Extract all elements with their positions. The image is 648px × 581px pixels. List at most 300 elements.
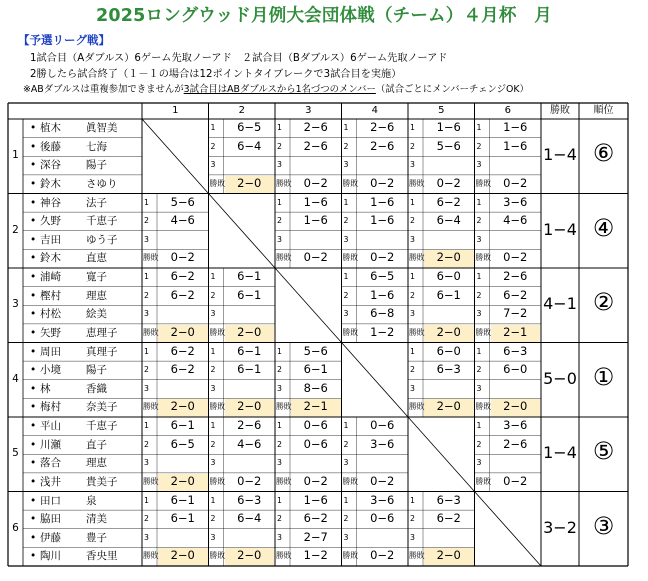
game-index: 1 [410,272,415,281]
player-surname: 陶川 [40,550,61,563]
player-surname: 浅井 [40,475,61,488]
win-loss-label: 勝敗 [475,178,492,188]
win-loss-label: 勝敗 [342,327,359,337]
team-record: 4−1 [543,294,577,314]
game-score: 3−6 [503,194,528,209]
game-index: 2 [277,439,282,449]
player-given-name: 真理子 [86,345,118,358]
player-given-name: 陽子 [86,364,107,377]
player-bullet: • [30,326,37,339]
player-given-name: 寛子 [86,271,107,283]
game-score: 2−6 [503,269,528,283]
player-bullet: • [30,140,37,153]
game-index: 3 [476,234,482,244]
column-header: 6 [504,105,511,116]
match-result: 2−0 [436,324,461,339]
game-index: 3 [410,383,415,393]
game-index: 1 [343,495,349,505]
match-result: 0−2 [503,250,528,265]
game-index: 1 [476,346,482,356]
player-surname: 田口 [40,494,61,507]
game-index: 2 [476,216,482,226]
game-score: 1−6 [370,194,395,209]
player-given-name: 清美 [86,513,107,526]
win-loss-label: 勝敗 [143,402,159,412]
game-index: 2 [144,216,149,226]
game-score: 0−6 [303,436,328,451]
win-loss-label: 勝敗 [475,253,492,263]
game-score: 0−6 [370,418,395,432]
game-index: 2 [210,141,216,151]
match-result: 0−2 [303,250,328,265]
game-index: 2 [277,365,282,375]
win-loss-label: 勝敗 [342,476,359,486]
team-number: 6 [12,521,19,534]
game-score: 6−1 [237,362,262,377]
player-bullet: • [30,531,37,544]
player-surname: 川瀬 [40,438,61,451]
player-given-name: 奈美子 [86,401,118,414]
game-score: 6−5 [170,436,195,451]
game-index: 2 [144,365,149,375]
game-index: 3 [277,160,282,170]
game-index: 3 [410,532,415,542]
section-heading: 【予選リーグ戦】 [18,33,110,47]
team-record: 5−0 [543,368,577,388]
game-index: 1 [343,272,349,281]
game-index: 2 [410,141,415,151]
match-result: 2−0 [237,324,262,339]
game-index: 2 [277,216,282,226]
game-index: 2 [343,290,349,300]
page-title: 2025ロングウッド月例大会団体戦（チーム）４月杯 月 [96,6,552,26]
game-score: 6−2 [303,511,328,526]
match-result: 2−1 [303,399,328,414]
win-loss-label: 勝敗 [143,327,159,337]
column-header: 1 [172,105,179,116]
game-score: 6−2 [436,194,461,209]
game-score: 6−1 [237,287,262,302]
game-score: 6−4 [237,511,262,526]
match-result: 0−2 [503,175,528,190]
game-index: 3 [343,234,349,244]
game-index: 2 [277,141,282,151]
game-index: 3 [277,532,282,542]
game-score: 1−6 [303,492,328,507]
team-number: 2 [12,223,19,236]
match-result: 1−2 [303,548,328,563]
game-score: 6−0 [436,343,461,358]
game-index: 3 [343,458,349,468]
game-index: 2 [410,514,415,524]
game-score: 1−6 [503,120,528,134]
match-result: 2−0 [436,399,461,414]
match-result: 0−2 [370,250,395,265]
game-index: 2 [144,290,149,300]
self-match-diagonal [275,268,342,343]
player-surname: 梅村 [40,401,61,414]
game-index: 3 [144,532,149,542]
player-bullet: • [30,401,37,414]
game-score: 6−1 [170,418,195,432]
game-score: 6−3 [237,492,262,507]
game-index: 1 [476,197,482,207]
team-rank: ⑤ [592,437,615,466]
game-score: 2−6 [503,436,528,451]
player-bullet: • [30,308,37,321]
player-given-name: 七海 [86,140,107,153]
player-bullet: • [30,475,37,488]
game-index: 3 [476,383,482,393]
self-match-diagonal [142,119,209,194]
win-loss-label: 勝敗 [409,253,425,263]
player-given-name: 法子 [86,196,107,209]
match-result: 0−2 [237,473,262,488]
team-rank: ③ [592,511,615,540]
game-score: 3−6 [370,492,395,507]
game-index: 3 [144,458,149,468]
game-index: 2 [410,216,415,226]
player-given-name: 絵美 [86,308,107,321]
player-surname: 神谷 [40,196,61,209]
match-result: 0−2 [436,175,461,190]
game-index: 3 [476,160,482,170]
game-score: 2−6 [303,138,328,153]
match-result: 0−2 [370,473,395,488]
player-surname: 林 [40,382,51,395]
game-index: 3 [476,309,482,319]
player-surname: 脇田 [40,513,61,526]
rule-note-1: 1試合目（Aダブルス）6ゲーム先取ノーアド ２試合目（Bダブルス）6ゲーム先取ノーアド [30,53,448,64]
game-index: 3 [343,160,349,170]
win-loss-label: 勝敗 [409,178,425,188]
player-surname: 浦崎 [40,271,61,283]
game-score: 1−6 [303,194,328,209]
win-loss-label: 勝敗 [209,402,226,412]
win-loss-label: 勝敗 [475,327,492,337]
win-loss-label: 勝敗 [342,253,359,263]
game-score: 1−6 [503,138,528,153]
record-header: 勝敗 [550,105,570,116]
game-score: 6−3 [436,492,461,507]
self-match-diagonal [475,492,542,567]
game-score: 6−4 [436,213,461,228]
win-loss-label: 勝敗 [409,327,425,337]
team-rank: ④ [592,213,615,242]
game-score: 6−2 [170,269,195,283]
game-index: 3 [410,309,415,319]
column-header: 3 [305,105,312,116]
win-loss-label: 勝敗 [143,551,159,561]
game-index: 1 [144,421,149,430]
win-loss-label: 勝敗 [209,327,226,337]
game-score: 4−6 [237,436,262,451]
player-bullet: • [30,494,37,507]
game-score: 6−4 [237,138,262,153]
player-surname: 鈴木 [40,252,61,265]
win-loss-label: 勝敗 [276,476,292,486]
player-surname: 落合 [40,457,61,470]
game-index: 3 [210,383,216,393]
game-score: 6−1 [237,269,262,283]
player-bullet: • [30,513,37,526]
self-match-diagonal [342,343,409,418]
game-index: 1 [210,272,216,281]
player-given-name: 千恵子 [86,215,118,228]
match-result: 2−1 [503,324,528,339]
game-score: 1−6 [370,213,395,228]
team-number: 4 [12,372,19,385]
self-match-diagonal [408,417,475,492]
game-index: 1 [476,421,482,430]
match-result: 0−2 [370,175,395,190]
game-index: 2 [410,290,415,300]
player-bullet: • [30,382,37,395]
game-index: 1 [144,272,149,281]
player-given-name: 直恵 [86,252,107,265]
game-index: 1 [210,421,216,430]
player-bullet: • [30,364,37,377]
win-loss-label: 勝敗 [209,476,226,486]
win-loss-label: 勝敗 [409,551,425,561]
player-bullet: • [30,457,37,470]
game-score: 6−1 [237,343,262,358]
player-given-name: 泉 [86,494,97,507]
player-bullet: • [30,122,37,134]
game-score: 6−5 [370,269,395,283]
game-index: 1 [144,346,149,356]
game-score: 3−6 [503,418,528,432]
game-index: 3 [144,234,149,244]
player-given-name: 直子 [86,438,107,451]
game-index: 3 [210,532,216,542]
win-loss-label: 勝敗 [276,551,292,561]
game-index: 1 [343,421,349,430]
game-index: 3 [410,234,415,244]
game-score: 5−6 [436,138,461,153]
team-record: 3−2 [543,517,577,537]
game-index: 2 [343,439,349,449]
team-number: 3 [12,298,19,311]
player-given-name: 香央里 [86,550,118,563]
game-index: 1 [144,495,149,505]
player-given-name: 貴美子 [86,475,118,488]
match-result: 2−0 [436,548,461,563]
game-index: 1 [476,272,482,281]
game-index: 3 [210,160,216,170]
player-given-name: 陽子 [86,159,107,172]
player-given-name: 千恵子 [86,420,118,432]
player-bullet: • [30,177,37,190]
game-index: 2 [144,439,149,449]
win-loss-label: 勝敗 [209,178,226,188]
game-score: 4−6 [503,213,528,228]
game-index: 3 [410,160,415,170]
player-bullet: • [30,438,37,451]
game-index: 1 [144,197,149,207]
player-given-name: 理恵 [86,457,107,470]
team-number: 1 [12,149,19,162]
game-index: 3 [144,383,149,393]
rule-note-3-suffix: （試合ごとにメンバーチェンジOK） [375,84,529,95]
rule-note-2: 2勝したら試合終了（１－１の場合は12ポイントタイブレークで3試合目を実施） [30,69,402,80]
match-result: 2−0 [170,324,195,339]
game-score: 6−3 [503,343,528,358]
win-loss-label: 勝敗 [475,476,492,486]
game-index: 3 [210,309,216,319]
game-index: 3 [277,234,282,244]
game-index: 1 [210,495,216,505]
player-surname: 深谷 [40,159,61,172]
player-bullet: • [30,233,37,246]
game-index: 2 [476,439,482,449]
player-surname: 周田 [40,345,61,358]
game-score: 1−6 [303,213,328,228]
player-bullet: • [30,215,37,228]
rule-note-3-underlined: 3試合目はABダブルスから1名づつのメンバー [183,84,376,95]
game-index: 2 [210,514,216,524]
game-index: 2 [144,514,149,524]
game-score: 6−2 [503,287,528,302]
player-bullet: • [30,289,37,302]
game-index: 2 [210,365,216,375]
column-header: 2 [238,105,245,116]
game-index: 1 [410,123,415,132]
game-index: 2 [343,514,349,524]
game-score: 6−8 [370,306,395,321]
win-loss-label: 勝敗 [276,178,292,188]
game-score: 0−6 [370,511,395,526]
game-score: 6−0 [503,362,528,377]
game-index: 1 [476,123,482,132]
game-index: 1 [343,123,349,132]
game-score: 6−3 [436,362,461,377]
game-score: 3−6 [370,436,395,451]
team-record: 1−4 [543,443,577,463]
game-score: 5−6 [303,343,328,358]
game-index: 2 [210,439,216,449]
game-score: 1−6 [370,287,395,302]
match-result: 2−0 [237,175,262,190]
player-given-name: 眞智美 [86,122,118,134]
game-score: 6−2 [170,343,195,358]
game-index: 1 [410,346,415,356]
game-index: 2 [410,365,415,375]
game-score: 6−1 [170,511,195,526]
game-index: 2 [476,365,482,375]
game-index: 3 [476,458,482,468]
player-given-name: ゆう子 [86,233,118,246]
game-index: 2 [476,290,482,300]
player-given-name: 理恵 [86,289,107,302]
game-index: 1 [277,123,282,132]
win-loss-label: 勝敗 [342,551,359,561]
team-number: 5 [12,447,19,460]
game-score: 2−6 [370,138,395,153]
match-result: 2−0 [436,250,461,265]
match-result: 0−2 [503,473,528,488]
player-bullet: • [30,420,37,432]
player-surname: 伊藤 [40,531,61,544]
rule-note-3 [23,81,529,95]
player-given-name: 香織 [86,382,107,395]
player-bullet: • [30,196,37,209]
player-bullet: • [30,550,37,563]
game-score: 0−6 [303,418,328,432]
game-score: 2−6 [370,120,395,134]
game-score: 6−2 [170,362,195,377]
player-given-name: さゆり [86,177,118,190]
win-loss-label: 勝敗 [276,402,292,412]
player-given-name: 豊子 [86,531,107,544]
win-loss-label: 勝敗 [143,476,159,486]
column-header: 5 [438,105,445,116]
game-index: 3 [210,458,216,468]
game-index: 2 [343,216,349,226]
column-header: 4 [371,105,378,116]
player-surname: 吉田 [40,233,61,246]
game-index: 3 [144,309,149,319]
game-score: 6−5 [237,120,262,134]
player-bullet: • [30,159,37,172]
game-score: 8−6 [303,380,328,395]
match-result: 2−0 [237,548,262,563]
win-loss-label: 勝敗 [342,178,359,188]
self-match-diagonal [209,194,276,269]
player-surname: 小境 [40,364,61,377]
game-score: 4−6 [170,213,195,228]
player-surname: 矢野 [40,326,61,339]
game-index: 1 [410,495,415,505]
team-rank: ⑥ [592,139,615,168]
match-result: 2−0 [503,399,528,414]
player-surname: 平山 [40,420,61,432]
player-bullet: • [30,345,37,358]
rank-header: 順位 [593,105,614,116]
game-score: 6−2 [170,287,195,302]
rule-note-3-prefix: ※ABダブルスは重複参加できませんが [23,84,184,95]
team-rank: ② [592,288,615,317]
player-surname: 村松 [40,308,61,321]
game-index: 1 [343,197,349,207]
player-bullet: • [30,271,37,283]
game-score: 2−7 [303,529,328,544]
game-index: 3 [343,532,349,542]
match-result: 0−2 [303,175,328,190]
game-index: 1 [277,346,282,356]
match-result: 2−0 [170,399,195,414]
game-index: 1 [277,495,282,505]
match-result: 2−0 [170,473,195,488]
player-surname: 鈴木 [40,177,61,190]
game-index: 2 [343,141,349,151]
game-score: 7−2 [503,306,528,321]
game-score: 6−1 [170,492,195,507]
win-loss-label: 勝敗 [475,402,492,412]
match-result: 0−2 [303,473,328,488]
player-surname: 樫村 [40,289,61,302]
game-score: 6−1 [303,362,328,377]
player-given-name: 恵理子 [86,326,118,339]
win-loss-label: 勝敗 [276,253,292,263]
game-index: 1 [277,197,282,207]
game-score: 6−0 [436,269,461,283]
win-loss-label: 勝敗 [143,253,159,263]
game-index: 2 [210,290,216,300]
match-result: 2−0 [237,399,262,414]
match-result: 0−2 [170,250,195,265]
team-record: 1−4 [543,219,577,239]
